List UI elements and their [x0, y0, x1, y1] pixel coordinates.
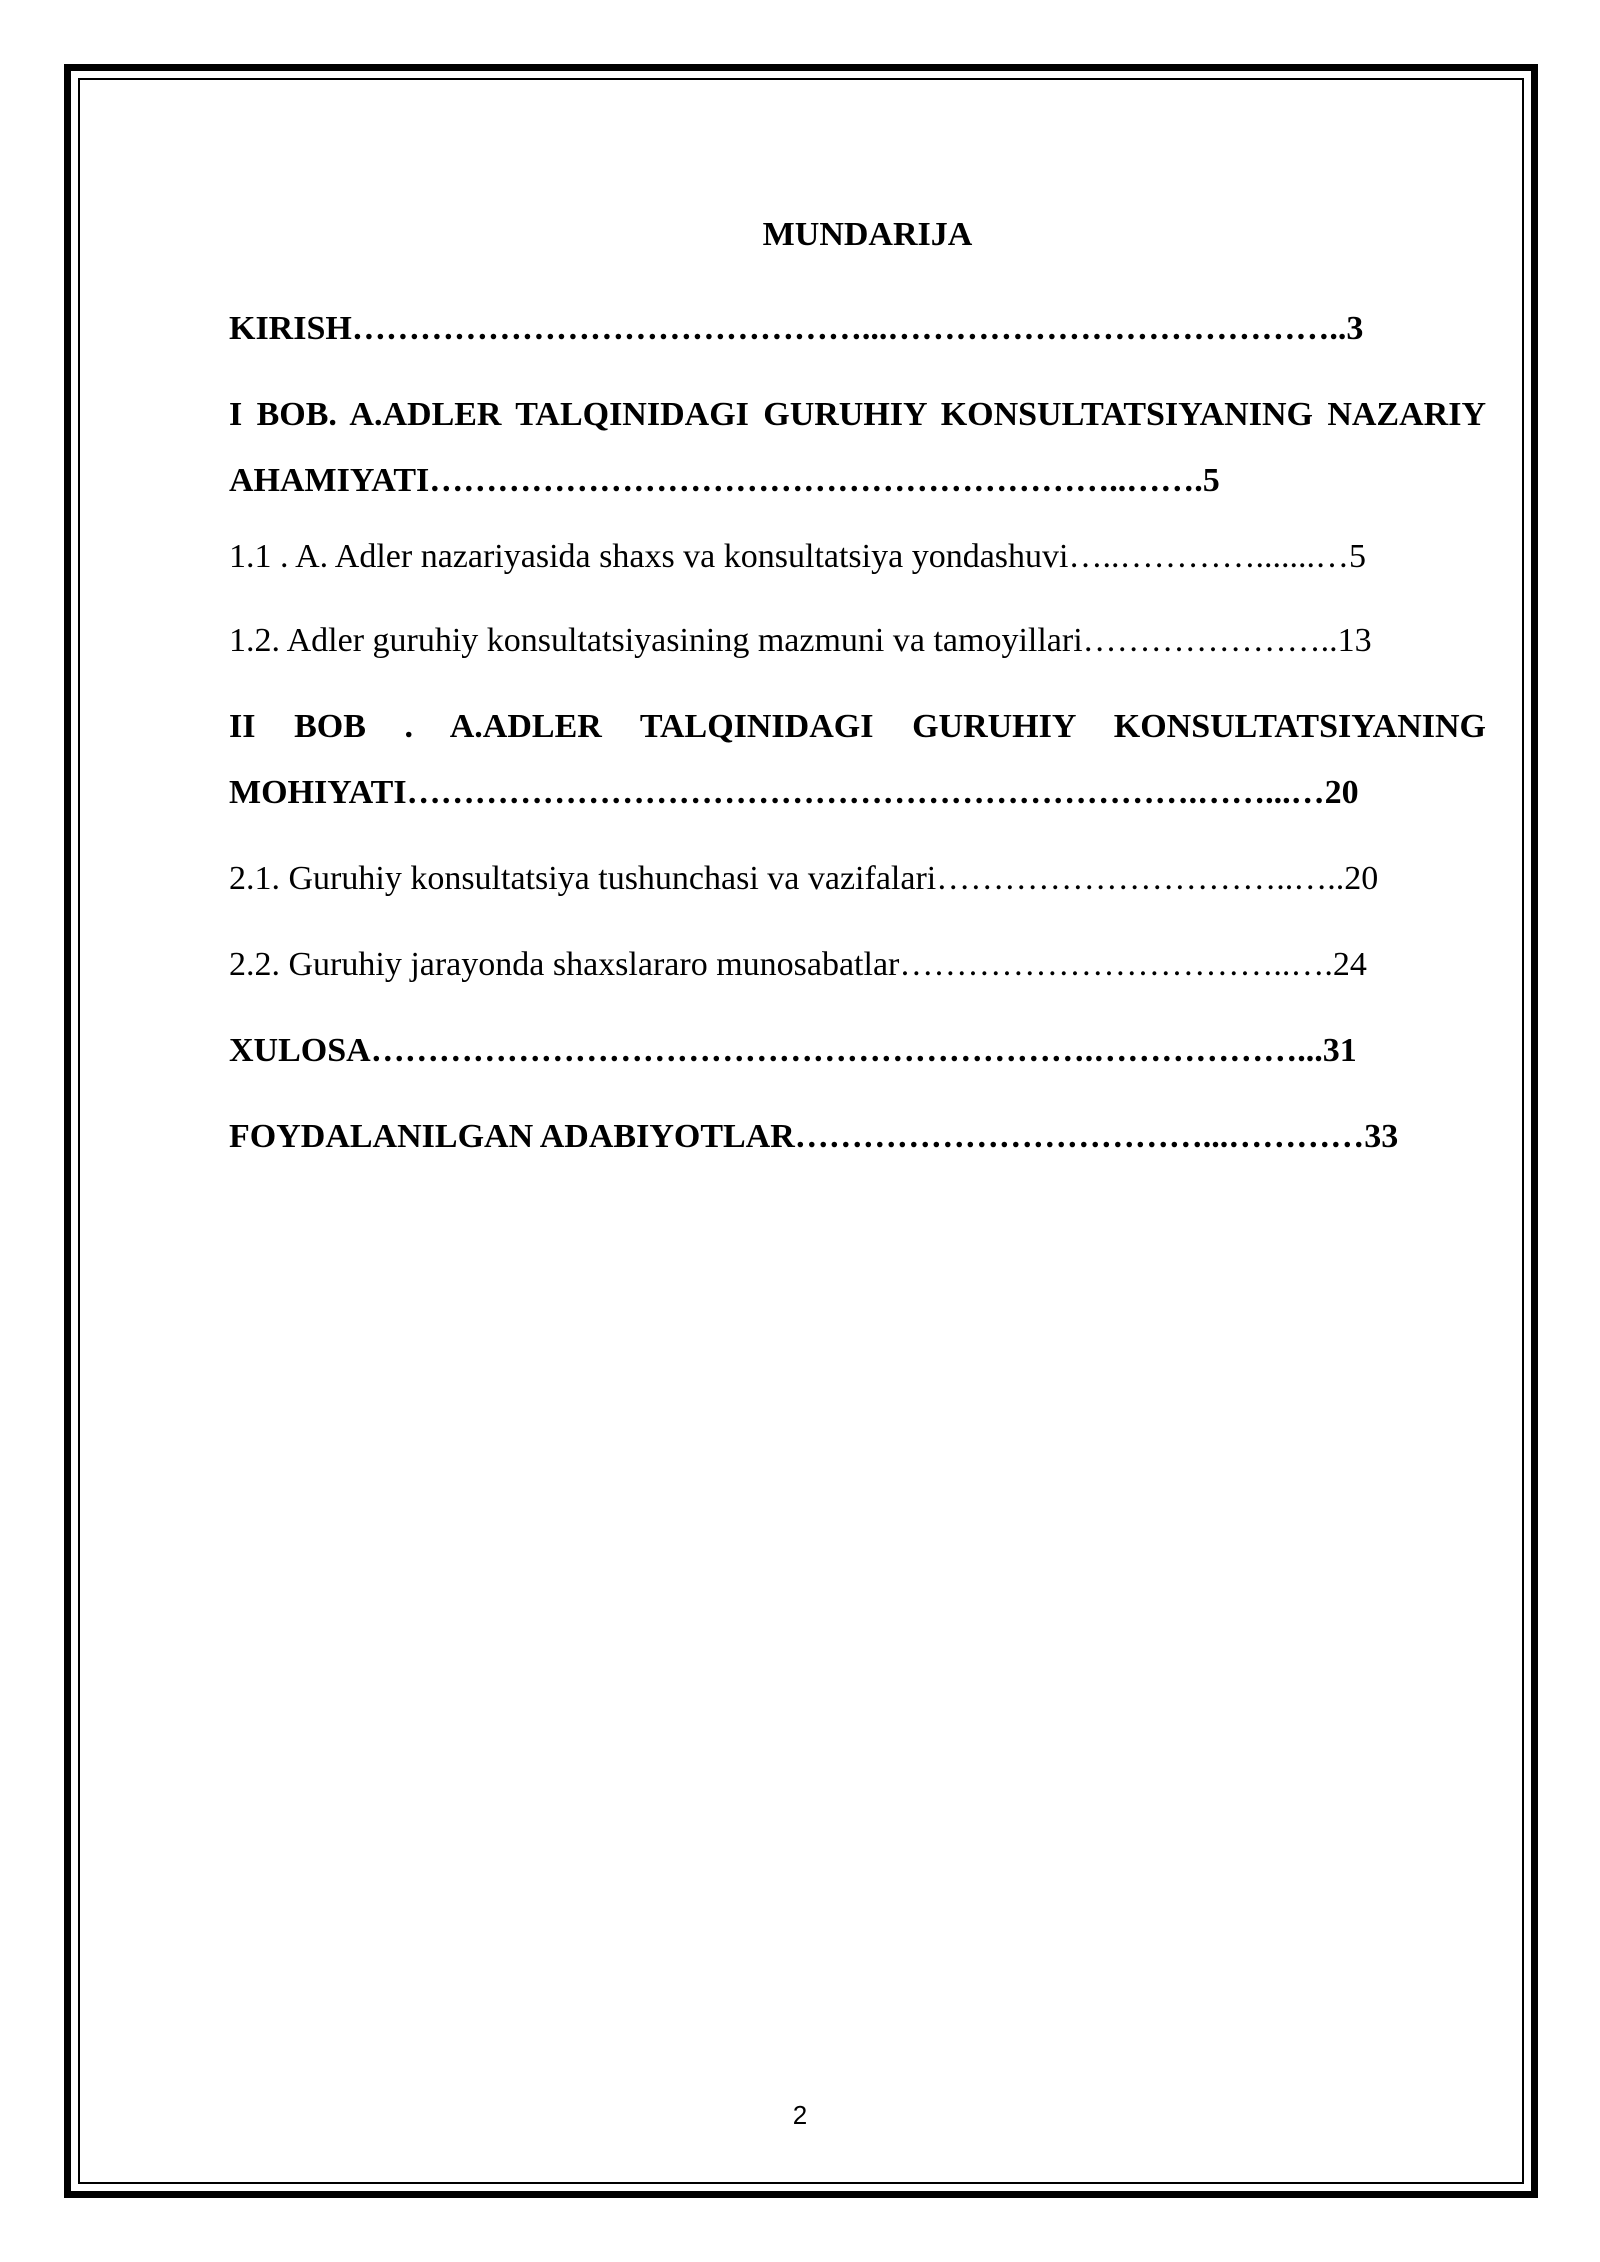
- toc-entry-section-2-2[interactable]: 2.2. Guruhiy jarayonda shaxslararo munosabatlar……………………………..….24: [229, 946, 1367, 983]
- toc-entry-section-2-1[interactable]: 2.1. Guruhiy konsultatsiya tushunchasi va vazifalari…………………………..…..20: [229, 860, 1379, 897]
- table-of-contents: [229, 210, 1486, 1190]
- page-number: 2: [792, 2100, 808, 2130]
- toc-entry-adabiyotlar[interactable]: FOYDALANILGAN ADABIYOTLAR………………………………...…………33: [229, 1118, 1399, 1155]
- toc-entry-chapter-2[interactable]: II BOB . A.ADLER TALQINIDAGI GURUHIY KONSULTATSIYANING MOHIYATI…………………………………………………………….……...…20: [229, 708, 1486, 811]
- toc-title: MUNDARIJA: [762, 216, 973, 253]
- toc-entry-chapter-1[interactable]: I BOB. A.ADLER TALQINIDAGI GURUHIY KONSULTATSIYANING NAZARIY AHAMIYATI……………………………………………………..…….5: [229, 396, 1486, 499]
- toc-entry-kirish[interactable]: KIRISH………………………………………...…………………………………..3: [229, 310, 1364, 347]
- toc-entry-section-1-2[interactable]: 1.2. Adler guruhiy konsultatsiyasining mazmuni va tamoyillari…………………..13: [229, 622, 1372, 659]
- toc-entry-section-1-1[interactable]: 1.1 . A. Adler nazariyasida shaxs va konsultatsiya yondashuvi…..………….......…5: [229, 538, 1366, 575]
- toc-entry-xulosa[interactable]: XULOSA……………………………………………………….………………...31: [229, 1032, 1357, 1069]
